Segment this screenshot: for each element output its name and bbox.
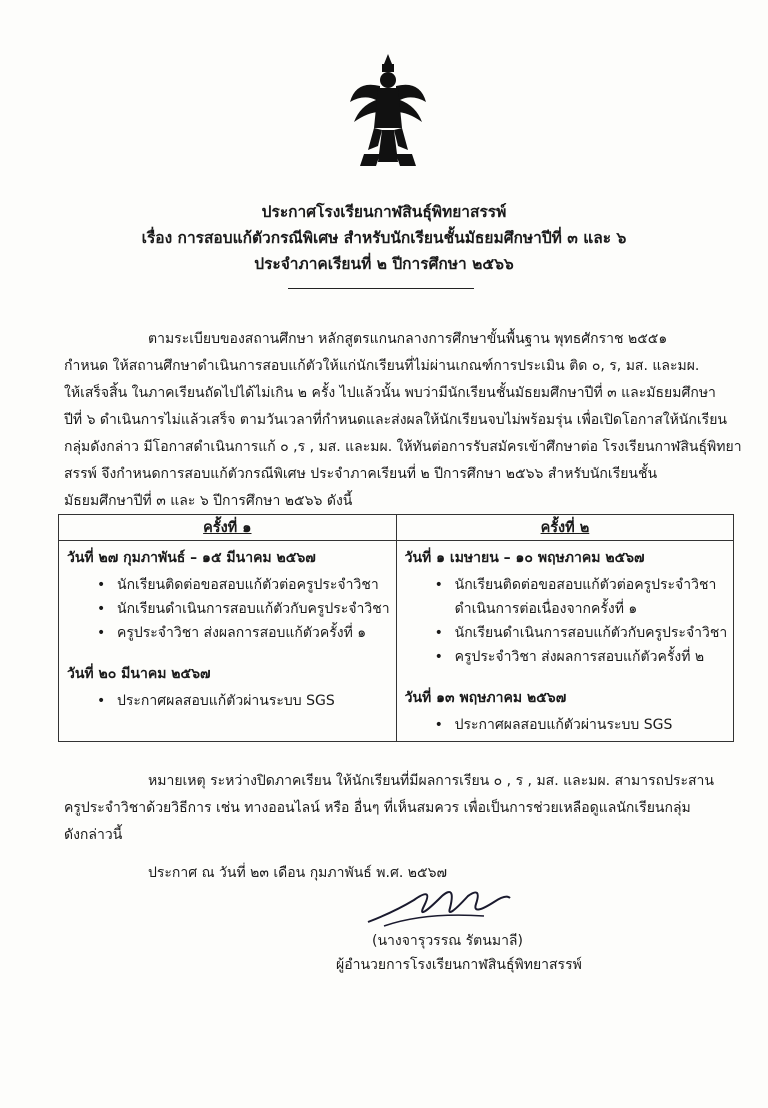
document-title: ประกาศโรงเรียนกาฬสินธุ์พิทยาสรรพ์ bbox=[261, 203, 507, 221]
list-item: • นักเรียนดำเนินการสอบแก้ตัวกับครูประจำวิชา bbox=[97, 601, 390, 617]
body-line-2: กำหนด ให้สถานศึกษาดำเนินการสอบแก้ตัวให้แก่นักเรียนที่ไม่ผ่านเกณฑ์การประเมิน ติด ๐, ร, มส. และมผ. bbox=[64, 358, 700, 374]
round1-date2: วันที่ ๒๐ มีนาคม ๒๕๖๗ bbox=[67, 666, 211, 682]
list-item: • ครูประจำวิชา ส่งผลการสอบแก้ตัวครั้งที่ ๑ bbox=[97, 625, 367, 641]
body-line-6: สรรพ์ จึงกำหนดการสอบแก้ตัวกรณีพิเศษ ประจำภาคเรียนที่ ๒ ปีการศึกษา ๒๕๖๖ สำหรับนักเรียนชั้น bbox=[64, 466, 658, 482]
round1-list1 bbox=[97, 573, 390, 645]
round2-date2: วันที่ ๑๓ พฤษภาคม ๒๕๖๗ bbox=[404, 690, 567, 706]
round1-cell bbox=[59, 541, 397, 742]
body-line-4: ปีที่ ๖ ดำเนินการไม่แล้วเสร็จ ตามวันเวลาที่กำหนดและส่งผลให้นักเรียนจบไม่พร้อมรุ่น เพื่อเปิดโอกาสให้นักเรียน bbox=[64, 412, 727, 428]
round1-date1: วันที่ ๒๗ กุมภาพันธ์ – ๑๕ มีนาคม ๒๕๖๗ bbox=[67, 550, 316, 566]
list-item: • ประกาศผลสอบแก้ตัวผ่านระบบ SGS bbox=[97, 693, 335, 709]
note-line-3: ดังกล่าวนี้ bbox=[64, 827, 123, 843]
document-subject: เรื่อง การสอบแก้ตัวกรณีพิเศษ สำหรับนักเรียนชั้นมัธยมศึกษาปีที่ ๓ และ ๖ bbox=[141, 229, 627, 247]
note-line-1: หมายเหตุ ระหว่างปิดภาคเรียน ให้นักเรียนที่มีผลการเรียน ๐ , ร , มส. และมผ. สามารถประสาน bbox=[148, 773, 714, 789]
round2-date1: วันที่ ๑ เมษายน – ๑๐ พฤษภาคม ๒๕๖๗ bbox=[404, 550, 645, 566]
body-line-3: ให้เสร็จสิ้น ในภาคเรียนถัดไปได้ไม่เกิน ๒ ครั้ง ไปแล้วนั้น พบว่ามีนักเรียนชั้นมัธยมศึกษาปีที่ ๓ และมัธยมศึกษา bbox=[64, 385, 716, 401]
document-term: ประจำภาคเรียนที่ ๒ ปีการศึกษา ๒๕๖๖ bbox=[254, 255, 514, 273]
list-item: • นักเรียนดำเนินการสอบแก้ตัวกับครูประจำวิชา bbox=[434, 625, 728, 641]
list-item-continuation: ดำเนินการต่อเนื่องจากครั้งที่ ๑ bbox=[454, 601, 638, 617]
schedule-table bbox=[58, 514, 734, 742]
round2-heading: ครั้งที่ ๒ bbox=[396, 515, 734, 541]
list-item: • ครูประจำวิชา ส่งผลการสอบแก้ตัวครั้งที่ ๒ bbox=[434, 649, 705, 665]
signature-icon bbox=[364, 882, 514, 930]
announce-date: ประกาศ ณ วันที่ ๒๓ เดือน กุมภาพันธ์ พ.ศ. ๒๕๖๗ bbox=[148, 865, 447, 881]
round2-list1 bbox=[435, 573, 728, 669]
garuda-emblem-icon bbox=[346, 50, 430, 168]
round1-list2 bbox=[97, 689, 390, 713]
body-line-1: ตามระเบียบของสถานศึกษา หลักสูตรแกนกลางการศึกษาขั้นพื้นฐาน พุทธศักราช ๒๕๕๑ bbox=[148, 331, 668, 347]
list-item: • นักเรียนติดต่อขอสอบแก้ตัวต่อครูประจำวิชา bbox=[434, 577, 717, 593]
body-line-5: กลุ่มดังกล่าว มีโอกาสดำเนินการแก้ ๐ ,ร , มส. และมผ. ให้ทันต่อการรับสมัครเข้าศึกษาต่อ โรงเรียนกาฬสินธุ์พิทยา bbox=[64, 439, 742, 455]
signer-position: ผู้อำนวยการโรงเรียนกาฬสินธุ์พิทยาสรรพ์ bbox=[336, 957, 582, 973]
note-line-2: ครูประจำวิชาด้วยวิธีการ เช่น ทางออนไลน์ หรือ อื่นๆ ที่เห็นสมควร เพื่อเป็นการช่วยเหลือดูแลนักเรียนกลุ่ม bbox=[64, 800, 691, 816]
signer-name: (นางจารุวรรณ รัตนมาลี) bbox=[372, 933, 523, 949]
round1-heading: ครั้งที่ ๑ bbox=[59, 515, 397, 541]
list-item: • นักเรียนติดต่อขอสอบแก้ตัวต่อครูประจำวิชา bbox=[97, 577, 379, 593]
body-line-7: มัธยมศึกษาปีที่ ๓ และ ๖ ปีการศึกษา ๒๕๖๖ ดังนี้ bbox=[64, 493, 353, 509]
title-divider bbox=[288, 288, 474, 289]
round2-list2 bbox=[435, 713, 728, 737]
list-item: • ประกาศผลสอบแก้ตัวผ่านระบบ SGS bbox=[434, 717, 673, 733]
round2-cell bbox=[396, 541, 734, 742]
